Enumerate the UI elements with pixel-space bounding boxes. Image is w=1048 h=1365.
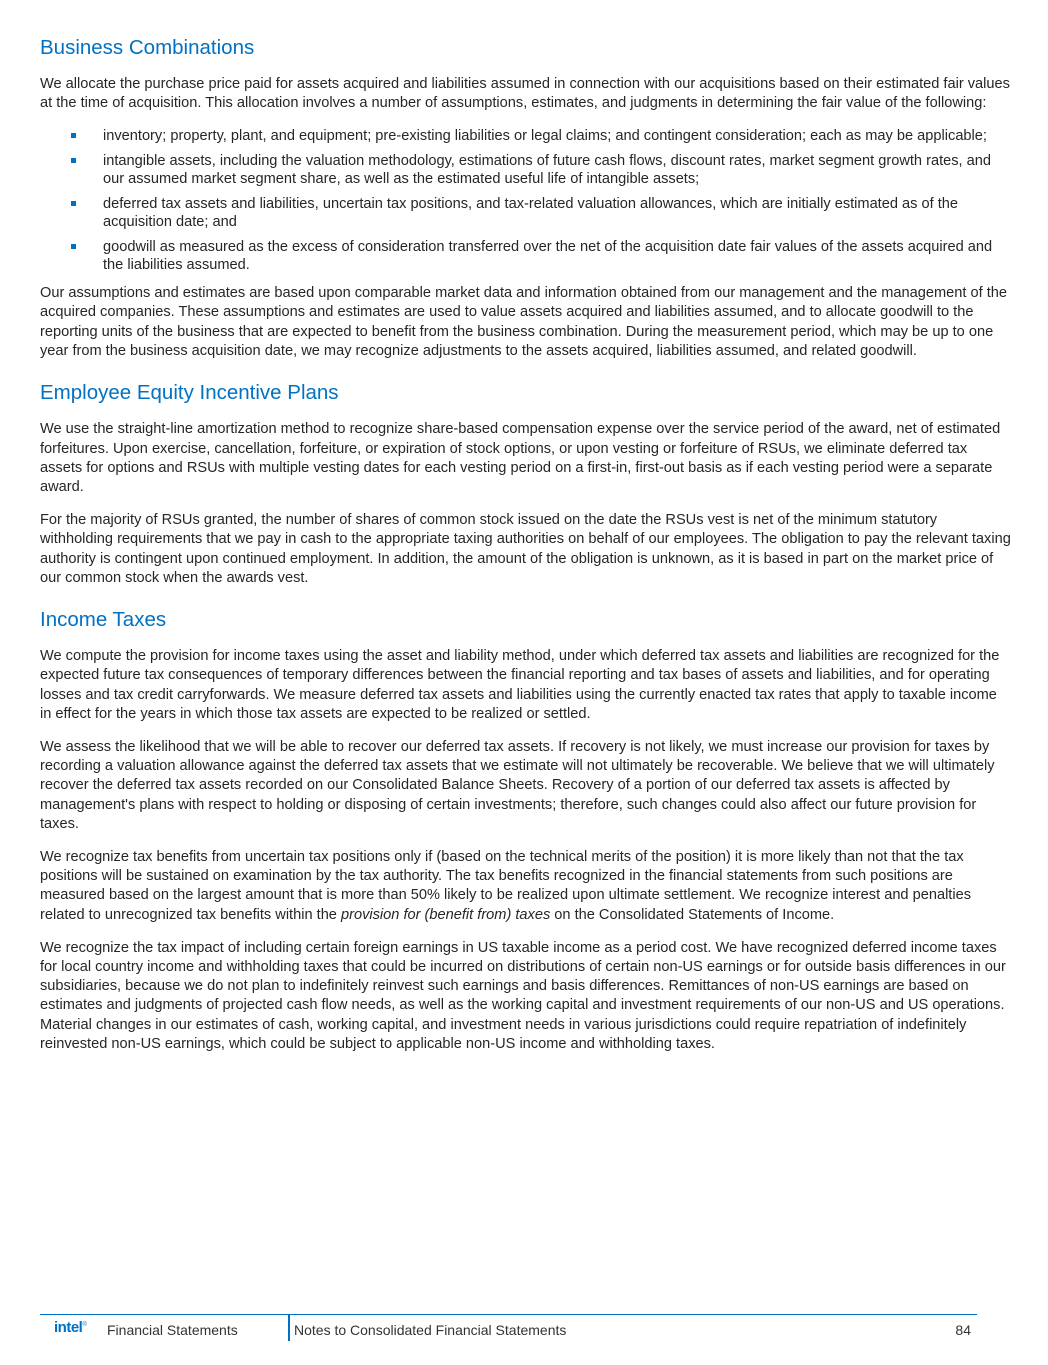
business-combinations-list bbox=[40, 127, 1012, 274]
square-bullet-icon bbox=[71, 158, 76, 163]
list-item bbox=[40, 195, 1012, 231]
employee-equity-heading: Employee Equity Incentive Plans bbox=[40, 381, 339, 405]
business-combinations-heading: Business Combinations bbox=[40, 36, 255, 59]
list-item bbox=[40, 152, 1012, 188]
business-combinations-section bbox=[40, 34, 1012, 361]
employee-equity-section bbox=[40, 379, 1012, 588]
square-bullet-icon bbox=[71, 133, 76, 138]
list-item-text: goodwill as measured as the excess of consideration transferred over the net of the acquisition date fair values of the assets acquired and the liabilities assumed. bbox=[103, 239, 993, 274]
logo-text: intel bbox=[54, 1319, 83, 1336]
business-combinations-intro: We allocate the purchase price paid for assets acquired and liabilities assumed in connection with our acquisitions based on their estimated fair values at the time of acquisition. This allocation involves a number of assumptions, estimates, and judgments in determining the fair value of the following: bbox=[40, 76, 1010, 112]
list-item-text: intangible assets, including the valuation methodology, estimations of future cash flows, discount rates, market segment growth rates, and our assumed market segment share, as well as the estimated useful life of intangible assets; bbox=[103, 153, 991, 188]
income-taxes-paragraph-4: We recognize the tax impact of including certain foreign earnings in US taxable income as a period cost. We have recognized deferred income taxes for local country income and withholding taxes that could be incurred on distributions of certain non-US earnings or for outside basis differences in our subsidiaries, because we do not plan to indefinitely reinvest such earnings and basis differences. Remittances of non-US earnings are based on estimates and judgments of projected cash flow needs, as well as the working capital and investment requirements of our non-US and US operations. Material changes in our estimates of cash, working capital, and investment needs in various jurisdictions could require repatriation of indefinitely reinvested non-US earnings, which could be subject to applicable non-US income and withholding taxes. bbox=[40, 939, 1006, 1052]
business-combinations-paragraph: Our assumptions and estimates are based upon comparable market data and information obtained from our management and the management of the acquired companies. These assumptions and estimates are used to value assets acquired and liabilities assumed, and to allocate goodwill to the reporting units of the business that are expected to benefit from the business combination. During the measurement period, which may be up to one year from the business acquisition date, we may recognize adjustments to the assets acquired, liabilities assumed, and related goodwill. bbox=[40, 285, 1007, 359]
list-item bbox=[40, 238, 1012, 274]
income-taxes-section bbox=[40, 606, 1012, 1054]
income-taxes-paragraph-1: We compute the provision for income taxes using the asset and liability method, under which deferred tax assets and liabilities are recognized for the expected future tax consequences of temporary differences between the financial reporting and tax bases of assets and liabilities, and for operating losses and tax credit carryforwards. We measure deferred tax assets and liabilities using the currently enacted tax rates that apply to taxable income in effect for the years in which those tax assets are expected to be realized or settled. bbox=[40, 648, 1000, 723]
list-item bbox=[40, 127, 1012, 145]
employee-equity-paragraph-1: We use the straight-line amortization method to recognize share-based compensation expense over the service period of the award, net of estimated forfeitures. Upon exercise, cancellation, forfeiture, or expiration of stock options, or upon vesting or forfeiture of RSUs, we eliminate deferred tax assets for options and RSUs with multiple vesting dates for each vesting period on a first-in, first-out basis as if each vesting period were a separate award. bbox=[40, 421, 1001, 496]
paragraph-text: on the Consolidated Statements of Income. bbox=[550, 906, 835, 923]
document-body bbox=[40, 34, 1012, 1068]
square-bullet-icon bbox=[71, 201, 76, 206]
income-taxes-paragraph-2: We assess the likelihood that we will be able to recover our deferred tax assets. If recovery is not likely, we must increase our provision for taxes by recording a valuation allowance against the deferred tax assets that we estimate will not ultimately be recoverable. We believe that we will ultimately recover the deferred tax assets recorded on our Consolidated Balance Sheets. Recovery of a portion of our deferred tax assets is affected by management's plans with respect to holding or disposing of certain investments; therefore, such changes could also affect our future provision for taxes. bbox=[40, 738, 995, 833]
italic-term: provision for (benefit from) taxes bbox=[340, 906, 551, 923]
income-taxes-heading: Income Taxes bbox=[40, 608, 167, 632]
page-number: 84 bbox=[955, 1322, 971, 1338]
trademark-icon: ® bbox=[82, 1322, 87, 1328]
employee-equity-paragraph-2: For the majority of RSUs granted, the number of shares of common stock issued on the date the RSUs vest is net of the minimum statutory withholding requirements that we pay in cash to the appropriate taxing authorities on behalf of our employees. The obligation to pay the relevant taxing authority is contingent upon continued employment. In addition, the amount of the obligation is unknown, as it is based in part on the market price of our common stock when the awards vest. bbox=[40, 511, 1011, 586]
footer-subsection-name: Notes to Consolidated Financial Statements bbox=[294, 1322, 567, 1338]
paragraph-text: We recognize tax benefits from uncertain tax positions only if (based on the technical merits of the position) it is more likely than not that the tax positions will be sustained on examination by the tax authority. The tax benefits recognized in the financial statements from such positions are measured based on the largest amount that is more than 50% likely to be realized upon ultimate settlement. We recognize interest and penalties related to unrecognized tax benefits within the bbox=[40, 848, 972, 923]
list-item-text: inventory; property, plant, and equipment; pre-existing liabilities or legal claims; and contingent consideration; each as may be applicable; bbox=[103, 128, 987, 145]
intel-logo bbox=[54, 1319, 86, 1336]
square-bullet-icon bbox=[71, 244, 76, 249]
page-footer bbox=[40, 1314, 977, 1343]
income-taxes-paragraph-3 bbox=[40, 848, 1012, 925]
list-item-text: deferred tax assets and liabilities, uncertain tax positions, and tax-related valuation allowances, which are initially estimated as of the acquisition date; and bbox=[103, 196, 959, 231]
footer-divider bbox=[288, 1315, 290, 1341]
footer-section-name: Financial Statements bbox=[107, 1322, 238, 1338]
